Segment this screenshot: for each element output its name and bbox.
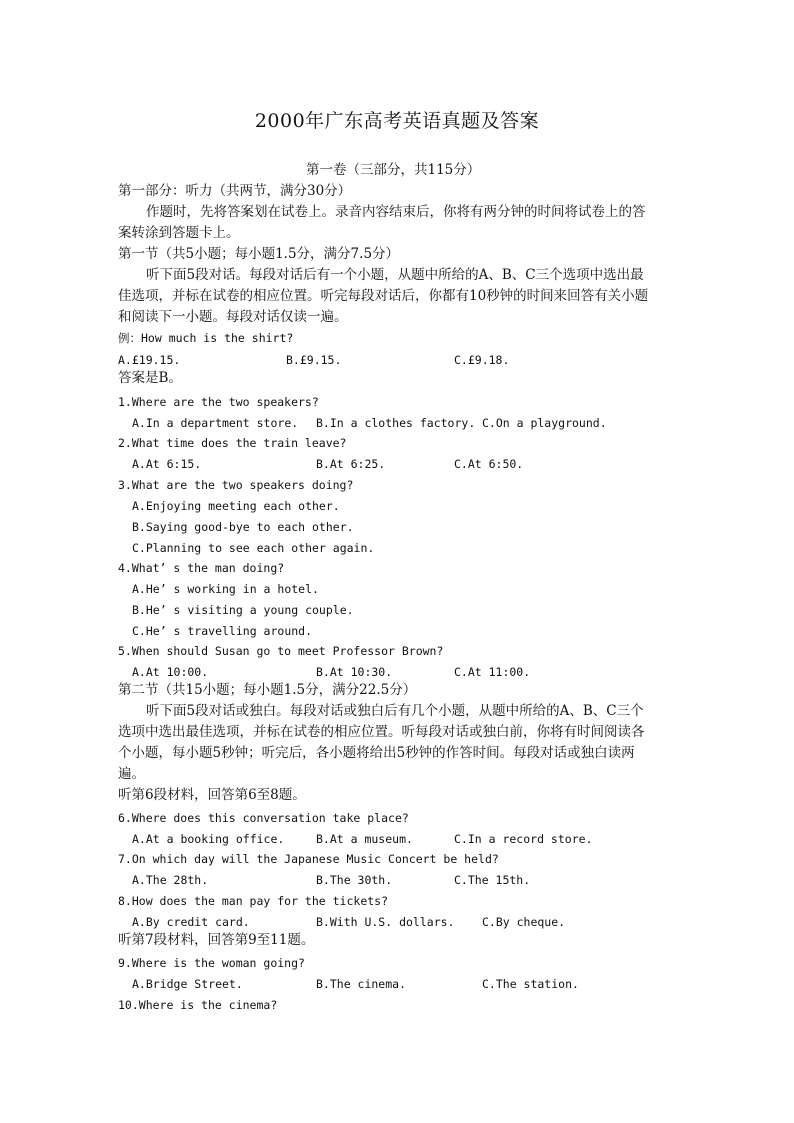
q1-option-b: B.In a clothes factory. [316, 416, 476, 430]
section1-instruction-line: 佳选项，并标在试卷的相应位置。听完每段对话后，你都有10秒钟的时间来回答有关小题 [118, 288, 649, 304]
section1-instruction-line: 和阅读下一小题。每段对话仅读一遍。 [118, 309, 348, 325]
question-7: 7.On which day will the Japanese Music Concert be held? [118, 852, 499, 866]
example-option: B.£9.15. [286, 353, 342, 367]
question-9: 9.Where is the woman going? [118, 956, 305, 970]
q8-option-c: C.By cheque. [482, 915, 566, 929]
question-10: 10.Where is the cinema? [118, 998, 278, 1012]
q7-option-b: B.The 30th. [316, 873, 393, 887]
material-6-label: 听第6段材料，回答第6至8题。 [118, 787, 306, 803]
section2-instruction-line: 遍。 [118, 766, 145, 782]
q5-option-b: B.At 10:30. [316, 665, 393, 679]
q2-option-c: C.At 6:50. [454, 457, 524, 471]
part1-heading: 第一部分：听力（共两节，满分30分） [118, 183, 352, 199]
q9-option-b: B.The cinema. [316, 977, 407, 991]
q5-option-c: C.At 11:00. [454, 665, 531, 679]
section2-instruction-line: 听下面5段对话或独白。每段对话或独白后有几个小题，从题中所给的A、B、C三个 [146, 703, 644, 719]
section2-instruction-line: 选项中选出最佳选项，并标在试卷的相应位置。听每段对话或独白前，你将有时间阅读各 [118, 724, 645, 740]
question-3: 3.What are the two speakers doing? [118, 478, 354, 492]
material-7-label: 听第7段材料，回答第9至11题。 [118, 932, 315, 948]
example-option: C.£9.18. [454, 353, 510, 367]
q6-option-c: C.In a record store. [454, 832, 593, 846]
section2-instruction-line: 个小题，每小题5秒钟；听完后，各小题将给出5秒钟的作答时间。每段对话或独白读两 [118, 745, 635, 761]
q8-option-a: A.By credit card. [132, 915, 250, 929]
part1-instruction-line: 作题时，先将答案划在试卷上。录音内容结束后，你将有两分钟的时间将试卷上的答 [146, 204, 646, 220]
question-5: 5.When should Susan go to meet Professor Brown? [118, 644, 444, 658]
q3-option-a: A.Enjoying meeting each other. [132, 499, 340, 513]
volume-heading: 第一卷（三部分，共115分） [306, 162, 481, 178]
q7-option-a: A.The 28th. [132, 873, 209, 887]
example-question: 例：How much is the shirt? [118, 331, 294, 345]
q5-option-a: A.At 10:00. [132, 665, 209, 679]
q1-option-a: A.In a department store. [132, 416, 299, 430]
q9-option-a: A.Bridge Street. [132, 977, 243, 991]
q9-option-c: C.The station. [482, 977, 579, 991]
question-1: 1.Where are the two speakers? [118, 395, 319, 409]
q2-option-a: A.At 6:15. [132, 457, 202, 471]
q4-option-c: C.He’ s travelling around. [132, 624, 313, 638]
q1-option-c: C.On a playground. [482, 416, 607, 430]
q2-option-b: B.At 6:25. [316, 457, 386, 471]
section1-instruction-line: 听下面5段对话。每段对话后有一个小题，从题中所给的A、B、C三个选项中选出最 [146, 267, 644, 283]
example-option: A.£19.15. [118, 353, 181, 367]
q8-option-b: B.With U.S. dollars. [316, 915, 455, 929]
q3-option-b: B.Saying good-bye to each other. [132, 520, 354, 534]
question-6: 6.Where does this conversation take place? [118, 811, 409, 825]
q7-option-c: C.The 15th. [454, 873, 531, 887]
q3-option-c: C.Planning to see each other again. [132, 541, 375, 555]
question-2: 2.What time does the train leave? [118, 436, 347, 450]
question-4: 4.What’ s the man doing? [118, 561, 285, 575]
part1-instruction-line: 案转涂到答题卡上。 [118, 225, 240, 241]
q4-option-b: B.He’ s visiting a young couple. [132, 603, 354, 617]
section1-heading: 第一节（共5小题；每小题1.5分，满分7.5分） [118, 246, 400, 262]
section2-heading: 第二节（共15小题；每小题1.5分，满分22.5分） [118, 682, 417, 698]
q6-option-a: A.At a booking office. [132, 832, 285, 846]
page-title: 2000年广东高考英语真题及答案 [254, 110, 540, 132]
q6-option-b: B.At a museum. [316, 832, 413, 846]
example-answer: 答案是B。 [118, 370, 182, 386]
question-8: 8.How does the man pay for the tickets? [118, 894, 389, 908]
q4-option-a: A.He’ s working in a hotel. [132, 582, 319, 596]
